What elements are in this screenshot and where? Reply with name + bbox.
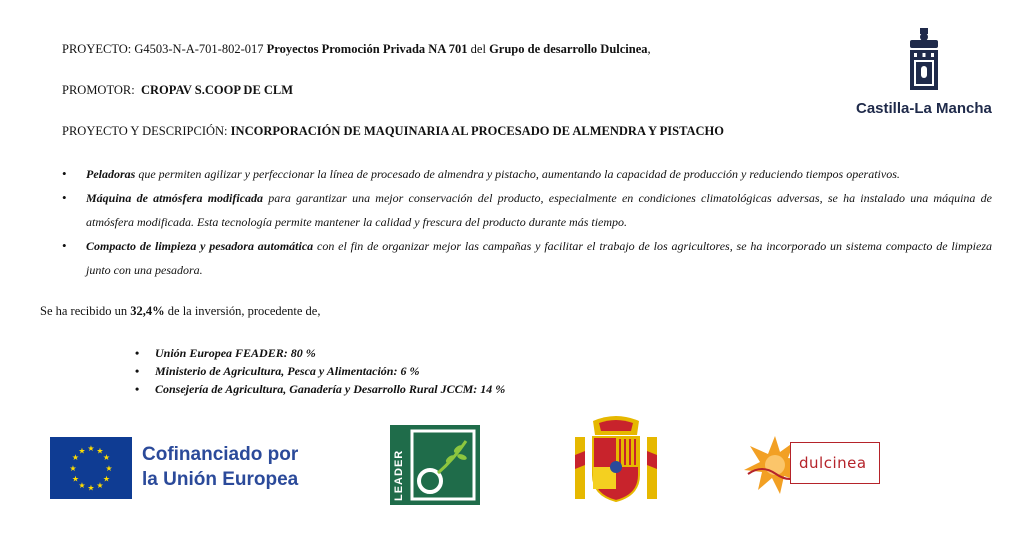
eu-line1: Cofinanciado por xyxy=(142,444,299,465)
dulcinea-logo xyxy=(742,434,882,496)
description-value: INCORPORACIÓN DE MAQUINARIA AL PROCESADO DE ALMENDRA Y PISTACHO xyxy=(230,124,725,138)
leader-leaf-icon xyxy=(410,429,476,501)
funding-percent: 32,4% xyxy=(130,304,165,318)
svg-text:★: ★ xyxy=(71,453,80,462)
project-line: PROYECTO: G4503-N-A-701-802-017 Proyectos Promoción Privada NA 701 del Grupo de desarrollo Dulcinea, xyxy=(62,42,651,56)
promoter-line xyxy=(62,83,293,98)
svg-text:★: ★ xyxy=(96,446,104,456)
spain-coat-of-arms-icon xyxy=(573,415,659,505)
dulcinea-box xyxy=(790,442,880,484)
list-item: • Unión Europea FEADER: 80 % xyxy=(135,344,505,362)
svg-text:★: ★ xyxy=(96,481,104,490)
project-group: Grupo de desarrollo Dulcinea xyxy=(489,42,648,56)
svg-text:★: ★ xyxy=(102,453,111,462)
list-item: • Compacto de limpieza y pesadora automática con el fin de organizar mejor las campañas y facilitar el trabajo de los agricultores, se ha incorporado un sistema compacto de limpieza junto con una pesadora. xyxy=(62,234,992,282)
promoter-label: PROMOTOR: xyxy=(62,83,135,97)
list-item: • Consejería de Agricultura, Ganadería y Desarrollo Rural JCCM: 14 % xyxy=(135,380,505,398)
svg-text:★: ★ xyxy=(69,464,77,473)
svg-text:★: ★ xyxy=(87,483,95,493)
project-label: PROYECTO: xyxy=(62,42,132,56)
funding-sources xyxy=(135,344,505,398)
funding-sentence: Se ha recibido un 32,4% de la inversión, procedente de, xyxy=(40,304,321,318)
svg-text:★: ★ xyxy=(78,481,86,490)
dulcinea-text: dulcinea xyxy=(799,454,867,472)
eu-line2: la Unión Europea xyxy=(142,469,299,490)
castle-crown-icon xyxy=(906,28,942,94)
description-label: PROYECTO Y DESCRIPCIÓN: xyxy=(62,124,228,138)
project-code: G4503-N-A-701-802-017 xyxy=(134,42,264,56)
promoter-value: CROPAV S.COOP DE CLM xyxy=(140,83,294,97)
project-name: Proyectos Promoción Privada NA 701 xyxy=(266,42,468,56)
eu-flag-icon xyxy=(50,437,132,499)
measures-list xyxy=(62,162,992,282)
list-item: • Máquina de atmósfera modificada para garantizar una mejor conservación del producto, especialmente en condiciones climatológicas adversas, se ha instalado una máquina de atmósfera modificada. Esta tecnología permite mantener la calidad y frescura del producto durante más tiempo. xyxy=(62,186,992,234)
svg-text:★: ★ xyxy=(71,474,80,484)
list-item: • Ministerio de Agricultura, Pesca y Alimentación: 6 % xyxy=(135,362,505,380)
clm-text: Castilla-La Mancha xyxy=(856,100,992,117)
leader-logo xyxy=(390,425,480,505)
castilla-la-mancha-logo xyxy=(856,28,996,123)
svg-text:★: ★ xyxy=(102,474,111,484)
svg-text:★: ★ xyxy=(105,464,113,473)
project-del: del xyxy=(470,42,486,56)
eu-cofinanced-logo xyxy=(50,437,310,499)
svg-text:★: ★ xyxy=(87,444,95,453)
svg-text:★: ★ xyxy=(78,446,86,456)
leader-text: LEADER xyxy=(393,449,405,501)
list-item: • Peladoras que permiten agilizar y perfeccionar la línea de procesado de almendra y pistacho, aumentando la capacidad de producción y reduciendo tiempos operativos. xyxy=(62,162,992,186)
description-line xyxy=(62,124,724,139)
